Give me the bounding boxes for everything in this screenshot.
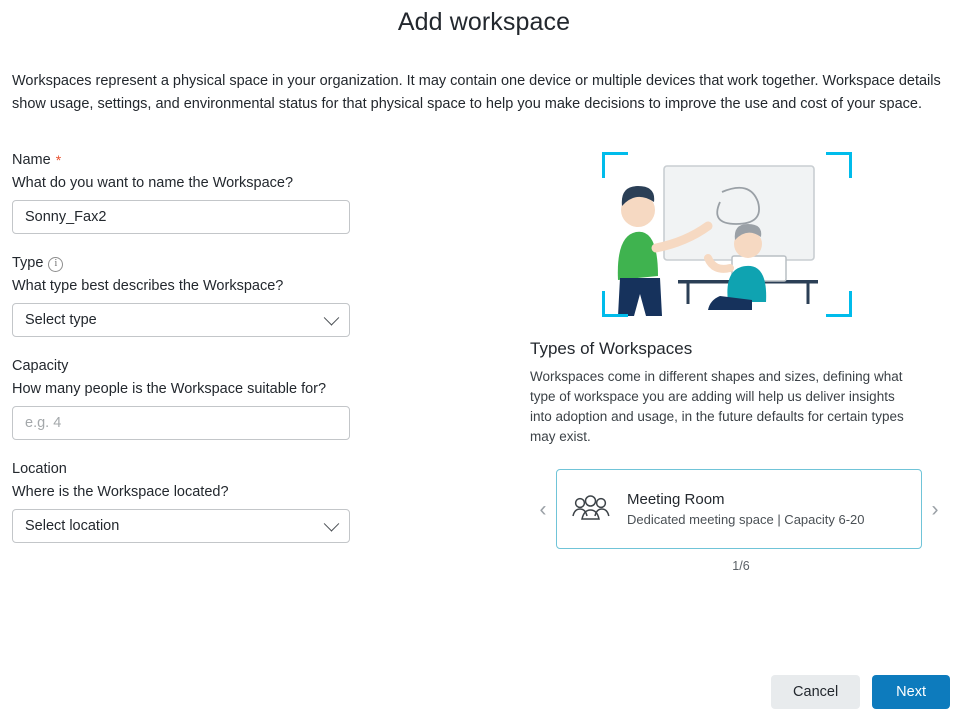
page-title: Add workspace bbox=[397, 8, 571, 36]
name-input[interactable] bbox=[12, 200, 350, 234]
people-whiteboard-illustration bbox=[602, 152, 852, 317]
field-location bbox=[12, 461, 482, 543]
name-help-text: What do you want to name the Workspace? bbox=[12, 175, 294, 191]
name-label-row bbox=[12, 152, 482, 168]
workspace-type-card[interactable] bbox=[556, 469, 922, 549]
type-label: Type bbox=[12, 255, 44, 271]
workspace-type-carousel bbox=[530, 469, 948, 549]
location-help-text: Where is the Workspace located? bbox=[12, 484, 229, 500]
name-label: Name bbox=[12, 152, 51, 168]
type-select-value: Select type bbox=[25, 312, 97, 328]
types-of-workspaces-heading: Types of Workspaces bbox=[530, 339, 693, 358]
workspace-illustration bbox=[602, 152, 852, 317]
focus-bracket-icon bbox=[602, 291, 628, 317]
focus-bracket-icon bbox=[602, 152, 628, 178]
capacity-input[interactable] bbox=[12, 406, 350, 440]
location-select-value: Select location bbox=[25, 518, 120, 534]
workspace-type-subtitle: Dedicated meeting space | Capacity 6-20 bbox=[627, 512, 865, 527]
capacity-label: Capacity bbox=[12, 358, 69, 374]
location-label: Location bbox=[12, 461, 67, 477]
field-name bbox=[12, 152, 482, 234]
type-select[interactable] bbox=[12, 303, 350, 337]
chevron-down-icon bbox=[324, 310, 340, 326]
info-icon[interactable]: i bbox=[48, 257, 63, 272]
required-asterisk-icon: * bbox=[55, 152, 62, 168]
type-help-text: What type best describes the Workspace? bbox=[12, 278, 284, 294]
capacity-help-text: How many people is the Workspace suitable for? bbox=[12, 381, 327, 397]
workspace-type-title: Meeting Room bbox=[627, 491, 725, 508]
info-column bbox=[482, 152, 956, 573]
chevron-down-icon bbox=[324, 516, 340, 532]
workspace-type-card-text bbox=[627, 491, 865, 527]
type-label-row bbox=[12, 255, 482, 271]
field-capacity bbox=[12, 358, 482, 440]
cancel-button[interactable]: Cancel bbox=[771, 675, 860, 709]
form-column bbox=[12, 152, 482, 573]
content-columns bbox=[0, 130, 968, 573]
types-of-workspaces-description: Workspaces come in different shapes and sizes, defining what type of workspace you are adding will help us deliver insights into adoption and usage, in the future defaults for certain types may exist. bbox=[530, 369, 904, 444]
location-select[interactable] bbox=[12, 509, 350, 543]
capacity-label-row bbox=[12, 358, 482, 374]
focus-bracket-icon bbox=[826, 152, 852, 178]
field-type bbox=[12, 255, 482, 337]
carousel-counter: 1/6 bbox=[732, 559, 750, 573]
intro-description: Workspaces represent a physical space in your organization. It may contain one device or multiple devices that work together. Workspace details show usage, settings, and environmental status for that physical space to help you make decisions to improve the use and cost of your space. bbox=[12, 72, 941, 112]
meeting-room-people-icon bbox=[571, 494, 611, 524]
next-button[interactable]: Next bbox=[872, 675, 950, 709]
location-label-row bbox=[12, 461, 482, 477]
focus-bracket-icon bbox=[826, 291, 852, 317]
carousel-next-icon[interactable]: › bbox=[931, 497, 939, 521]
carousel-prev-icon[interactable]: ‹ bbox=[539, 497, 547, 521]
dialog-footer bbox=[771, 675, 950, 709]
